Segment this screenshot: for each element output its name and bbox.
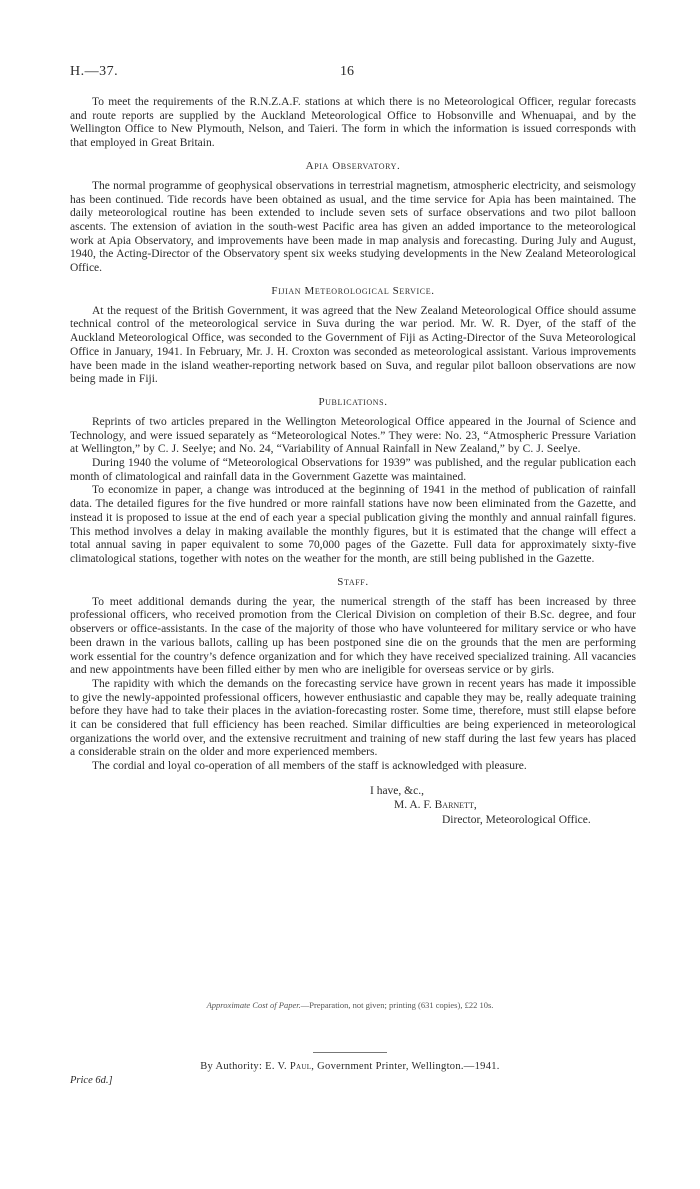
imprint-suffix: Government Printer, Wellington.—1941. — [314, 1061, 500, 1072]
paragraph: The normal programme of geophysical observations in terrestrial magnetism, atmospheric electricity, and seismology has been continued. Tide records have been obtained as usual, and the time service for Apia has been maintained. The daily meteorological routine has been extended to include seven sets of surface observations and two pilot balloon ascents. The extension of aviation in the south-west Pacific area has given an added importance to the meteorological work at Apia Observatory, and improvements have been made in map analysis and forecasting. During July and August, 1940, the Acting-Director of the Observatory spent six weeks studying developments in the New Zealand Meteorological Office. — [70, 179, 636, 275]
paragraph: At the request of the British Government, it was agreed that the New Zealand Meteorological Office should assume technical control of the meteorological service in Suva during the war period. Mr. W. R. Dyer, of the staff of the Auckland Meteorological Office, was seconded to the Government of Fiji as Acting-Director of the Suva Meteorological Office in January, 1941. In February, Mr. J. H. Croxton was seconded as meteorological assistant. Various improvements have been made in the island weather-reporting network based on Suva, and regular pilot balloon observations are now being made in Fiji. — [70, 304, 636, 386]
printer-name: E. V. Paul, — [265, 1061, 315, 1072]
signature-closing: I have, &c., — [370, 784, 424, 797]
paragraph: During 1940 the volume of “Meteorological Observations for 1939” was published, and the regular publication each month of climatological and rainfall data in the Government Gazette was maintained. — [70, 457, 636, 483]
page-number: 16 — [340, 64, 354, 79]
divider-rule — [313, 1052, 387, 1053]
signatory-title: Director, Meteorological Office. — [442, 813, 591, 826]
price-label: Price 6d.] — [70, 1075, 113, 1086]
paragraph: To economize in paper, a change was introduced at the beginning of 1941 in the method of publication of rainfall data. The detailed figures for the five hundred or more rainfall stations have now been eliminated from the Gazette, and instead it is proposed to issue at the end of each year a special publication giving the monthly and annual rainfall figures. This method involves a delay in making available the monthly figures, but it is estimated that the change will effect a total annual saving in paper equivalent to some 70,000 pages of the Gazette. Full data for approximately sixty-five climatological stations, together with notes on the weather for the month, are still being published in the Gazette. — [70, 484, 636, 565]
paragraph: The rapidity with which the demands on the forecasting service have grown in recent years has made it impossible to give the newly-appointed professional officers, however enthusiastic and capable they may be, really adequate training before they have had to take their places in the aviation-forecasting roster. Some time, therefore, must still elapse before it can be considered that full efficiency has been reached. Similar difficulties are being experienced in meteorological organizations the world over, and the extensive recruitment and training of new staff during the last few years has placed a considerable strain on the older and more experienced members. — [70, 677, 636, 759]
page-header — [70, 64, 630, 80]
document-body — [70, 96, 636, 840]
signatory-name: M. A. F. Barnett, — [394, 798, 477, 811]
document-reference: H.—37. — [70, 64, 119, 79]
cost-note-text: —Preparation, not given; printing (631 copies), £22 10s. — [300, 1000, 494, 1010]
printing-cost-note — [0, 1000, 700, 1010]
section-heading-publications: Publications. — [318, 395, 388, 408]
section-heading-fijian-service: Fijian Meteorological Service. — [271, 284, 435, 297]
signature-block — [70, 784, 636, 840]
printer-imprint — [0, 1061, 700, 1072]
cost-note-label: Approximate Cost of Paper. — [206, 1000, 301, 1010]
paragraph: To meet additional demands during the year, the numerical strength of the staff has been increased by three professional officers, who received promotion from the Clerical Division on completion of their B.Sc. degree, and four observers or office-assistants. In the case of the majority of those who have volunteered for military service or who have been drawn in the various ballots, calling up has been postponed sine die on the grounds that the men are performing work essential for the country’s defence organization and for which they have received specialized training. All vacancies and new appointments have been filled either by men who are ineligible for overseas service or by girls. — [70, 595, 636, 677]
section-heading-staff: Staff. — [337, 575, 369, 588]
paragraph: To meet the requirements of the R.N.Z.A.F. stations at which there is no Meteorological Officer, regular forecasts and route reports are supplied by the Auckland Meteorological Office to Hobsonville and Whenuapai, and by the Wellington Office to New Plymouth, Nelson, and Taieri. The form in which the information is issued corresponds with that employed in Great Britain. — [70, 96, 636, 150]
paragraph: The cordial and loyal co-operation of all members of the staff is acknowledged with pleasure. — [92, 760, 527, 773]
section-heading-apia-observatory: Apia Observatory. — [305, 159, 401, 172]
paragraph: Reprints of two articles prepared in the Wellington Meteorological Office appeared in the Journal of Science and Technology, and were issued separately as “Meteorological Notes.” They were: No. 23, “Atmospheric Pressure Variation at Wellington,” by C. J. Seelye; and No. 24, “Variability of Annual Rainfall in New Zealand,” by C. J. Seelye. — [70, 415, 636, 456]
imprint-prefix: By Authority: — [200, 1061, 266, 1072]
